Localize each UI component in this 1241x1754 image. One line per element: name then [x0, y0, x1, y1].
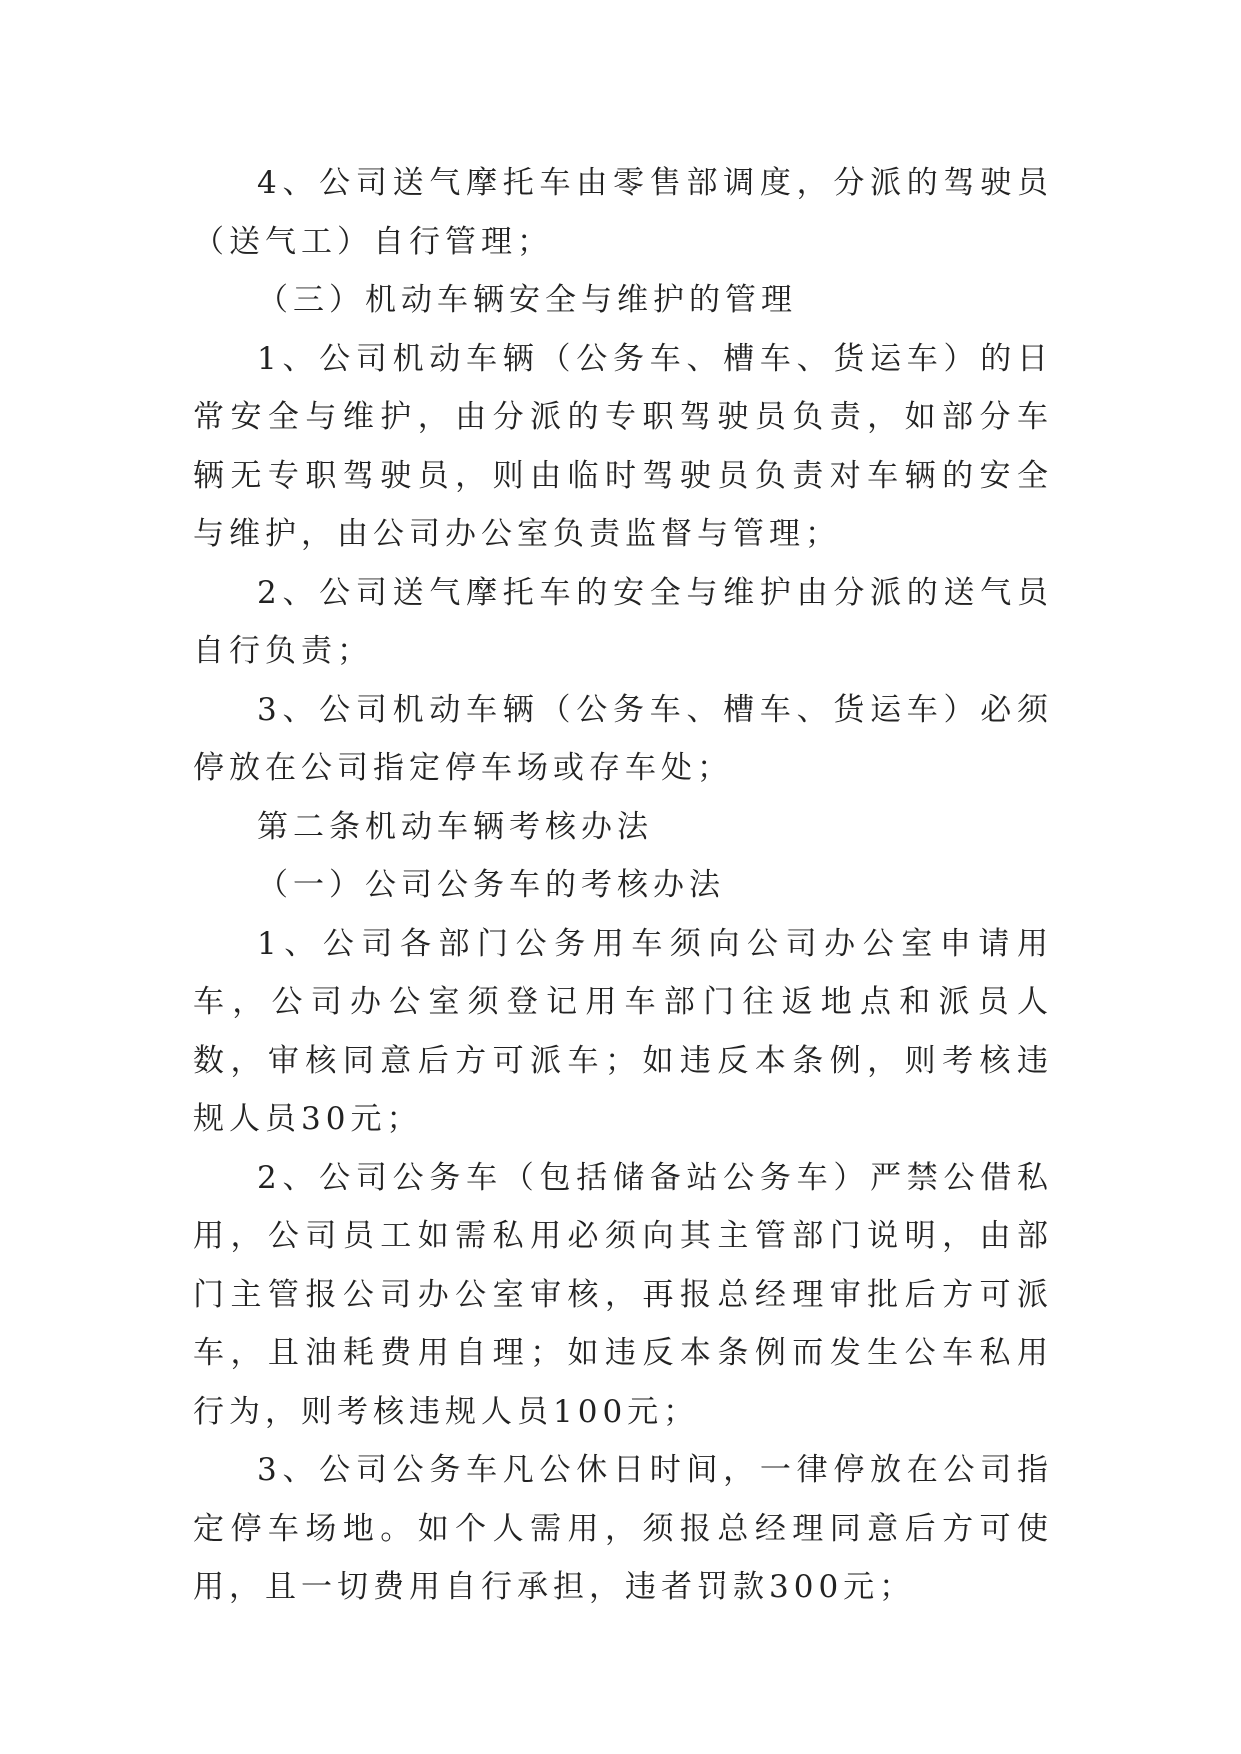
paragraph-item-1-vehicle-maintenance: 1、公司机动车辆（公务车、槽车、货运车）的日常安全与维护，由分派的专职驾驶员负责，如部分车辆无专职驾驶员，则由临时驾驶员负责对车辆的安全与维护，由公司办公室负责监督与管理； — [193, 340, 1053, 552]
section-heading-vehicle-safety: （三）机动车辆安全与维护的管理 — [257, 282, 797, 318]
paragraph-item-3-holiday-parking: 3、公司公务车凡公休日时间，一律停放在公司指定停车场地。如个人需用，须报总经理同意后方可使用，且一切费用自行承担，违者罚款300元； — [193, 1452, 1053, 1605]
paragraph-item-2-private-use: 2、公司公务车（包括储备站公务车）严禁公借私用，公司员工如需私用必须向其主管部门说明，由部门主管报公司办公室审核，再报总经理审批后方可派车，且油耗费用自理；如违反本条例而发生公车私用行为，则考核违规人员100元； — [193, 1159, 1053, 1430]
paragraph-item-1-car-application: 1、公司各部门公务用车须向公司办公室申请用车，公司办公室须登记用车部门往返地点和派员人数，审核同意后方可派车；如违反本条例，则考核违规人员30元； — [193, 925, 1053, 1137]
paragraph-item-2-motorcycle-safety: 2、公司送气摩托车的安全与维护由分派的送气员自行负责； — [193, 574, 1053, 669]
paragraph-item-3-parking: 3、公司机动车辆（公务车、槽车、货运车）必须停放在公司指定停车场或存车处； — [193, 691, 1053, 786]
document-body — [193, 154, 1053, 1617]
paragraph-item-4-motorcycle-dispatch: 4、公司送气摩托车由零售部调度，分派的驾驶员（送气工）自行管理； — [193, 165, 1053, 260]
section-heading-official-car-assessment: （一）公司公务车的考核办法 — [257, 867, 725, 903]
article-heading-assessment: 第二条机动车辆考核办法 — [257, 808, 653, 845]
